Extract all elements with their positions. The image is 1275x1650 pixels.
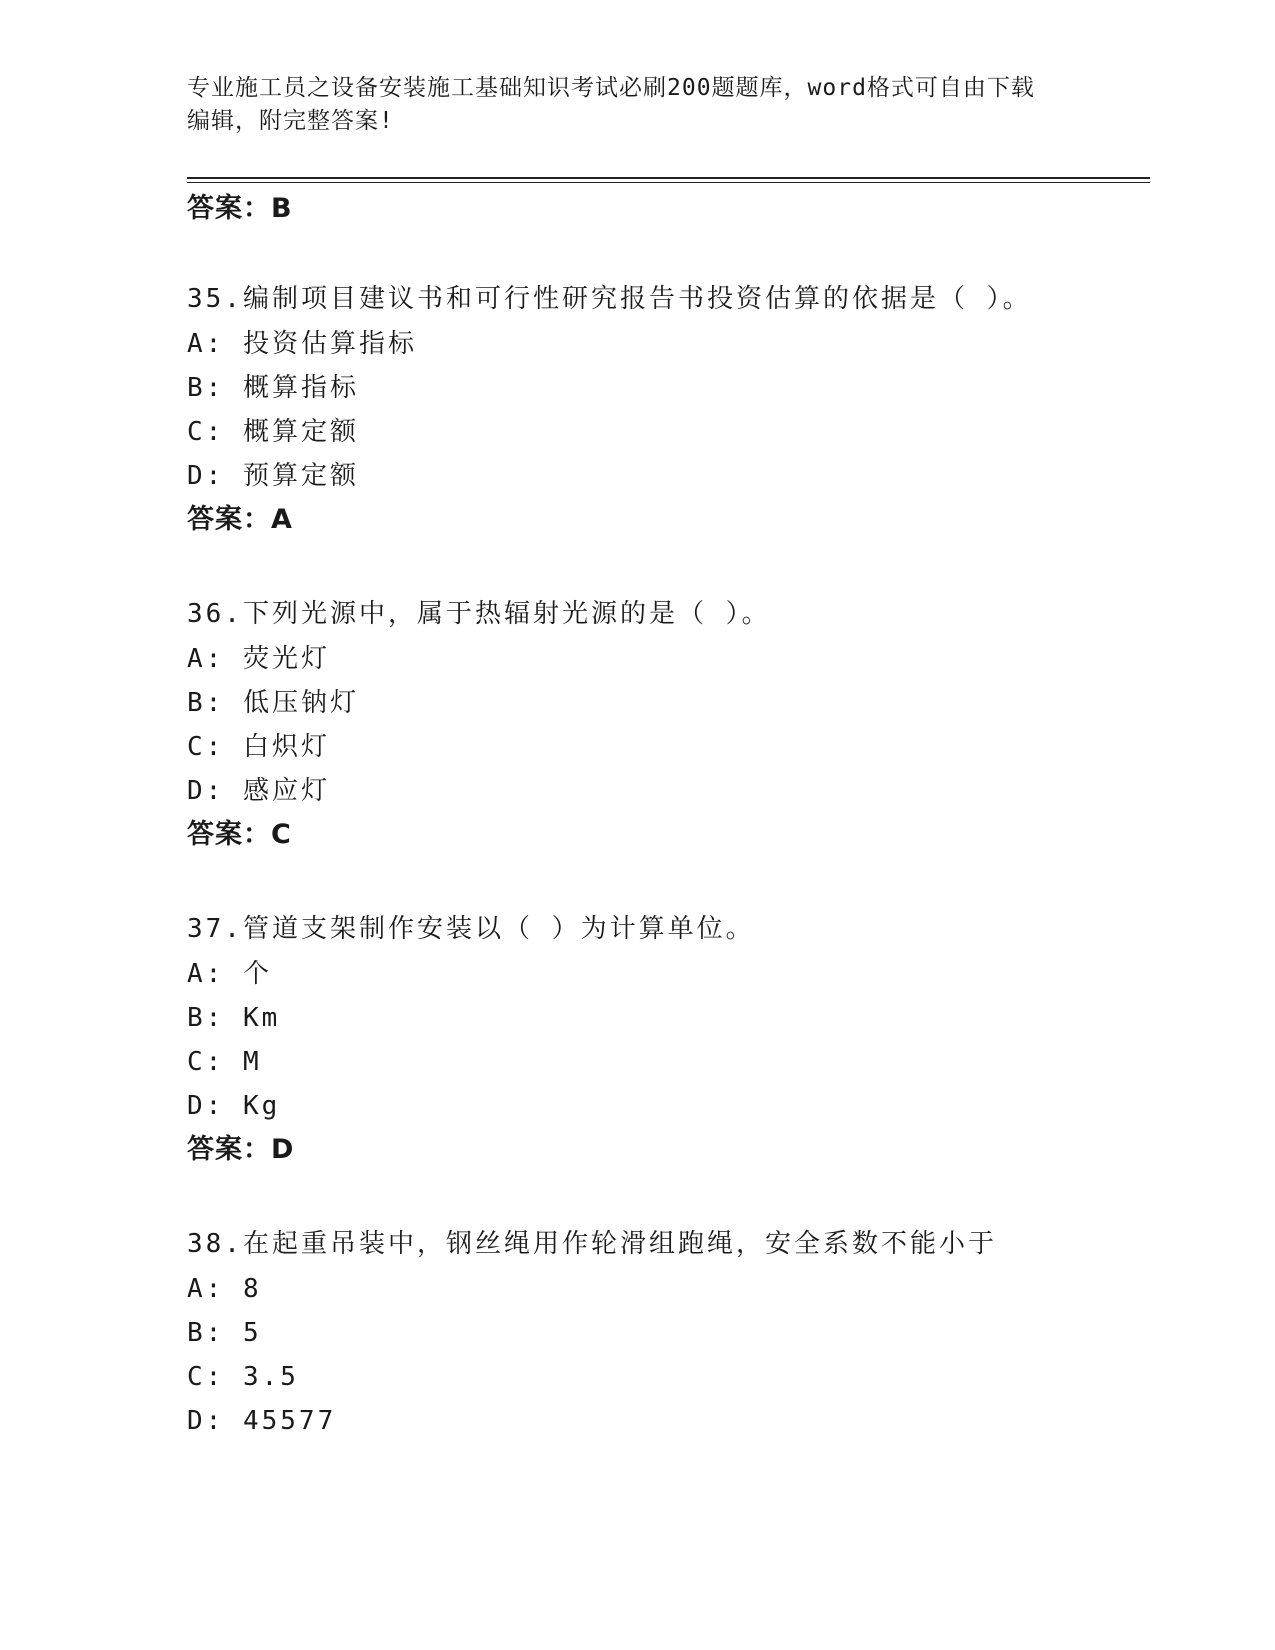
option-b: B: 5 [187, 1318, 262, 1348]
option-a: A: 荧光灯 [187, 644, 330, 674]
answer: 答案：A [187, 504, 293, 535]
document-header [187, 72, 1087, 138]
option-b: B: Km [187, 1003, 281, 1033]
option-c: C: 3.5 [187, 1362, 299, 1392]
question-stem: 38.在起重吊装中，钢丝绳用作轮滑组跑绳，安全系数不能小于 [187, 1229, 997, 1259]
option-a: A: 8 [187, 1274, 262, 1304]
option-d: D: 感应灯 [187, 776, 330, 806]
answer: 答案：D [187, 1134, 295, 1165]
option-c: C: M [187, 1047, 262, 1077]
answer: 答案：C [187, 819, 292, 850]
previous-answer: 答案：B [187, 193, 293, 224]
question-stem: 37.管道支架制作安装以（ ）为计算单位。 [187, 914, 755, 944]
question-stem: 35.编制项目建议书和可行性研究报告书投资估算的依据是（ ）。 [187, 284, 1032, 314]
option-b: B: 低压钠灯 [187, 688, 359, 718]
header-divider-bottom [187, 182, 1150, 183]
option-d: D: 45577 [187, 1406, 337, 1436]
header-line-1: 专业施工员之设备安装施工基础知识考试必刷200题题库，word格式可自由下载 [187, 75, 1035, 101]
option-d: D: 预算定额 [187, 461, 359, 491]
question-stem: 36.下列光源中，属于热辐射光源的是（ ）。 [187, 599, 771, 629]
header-line-2: 编辑，附完整答案! [187, 108, 394, 134]
option-a: A: 个 [187, 959, 272, 989]
option-c: C: 白炽灯 [187, 732, 330, 762]
option-d: D: Kg [187, 1091, 281, 1121]
option-b: B: 概算指标 [187, 373, 359, 403]
option-a: A: 投资估算指标 [187, 329, 417, 359]
header-divider-top [187, 177, 1150, 179]
option-c: C: 概算定额 [187, 417, 359, 447]
